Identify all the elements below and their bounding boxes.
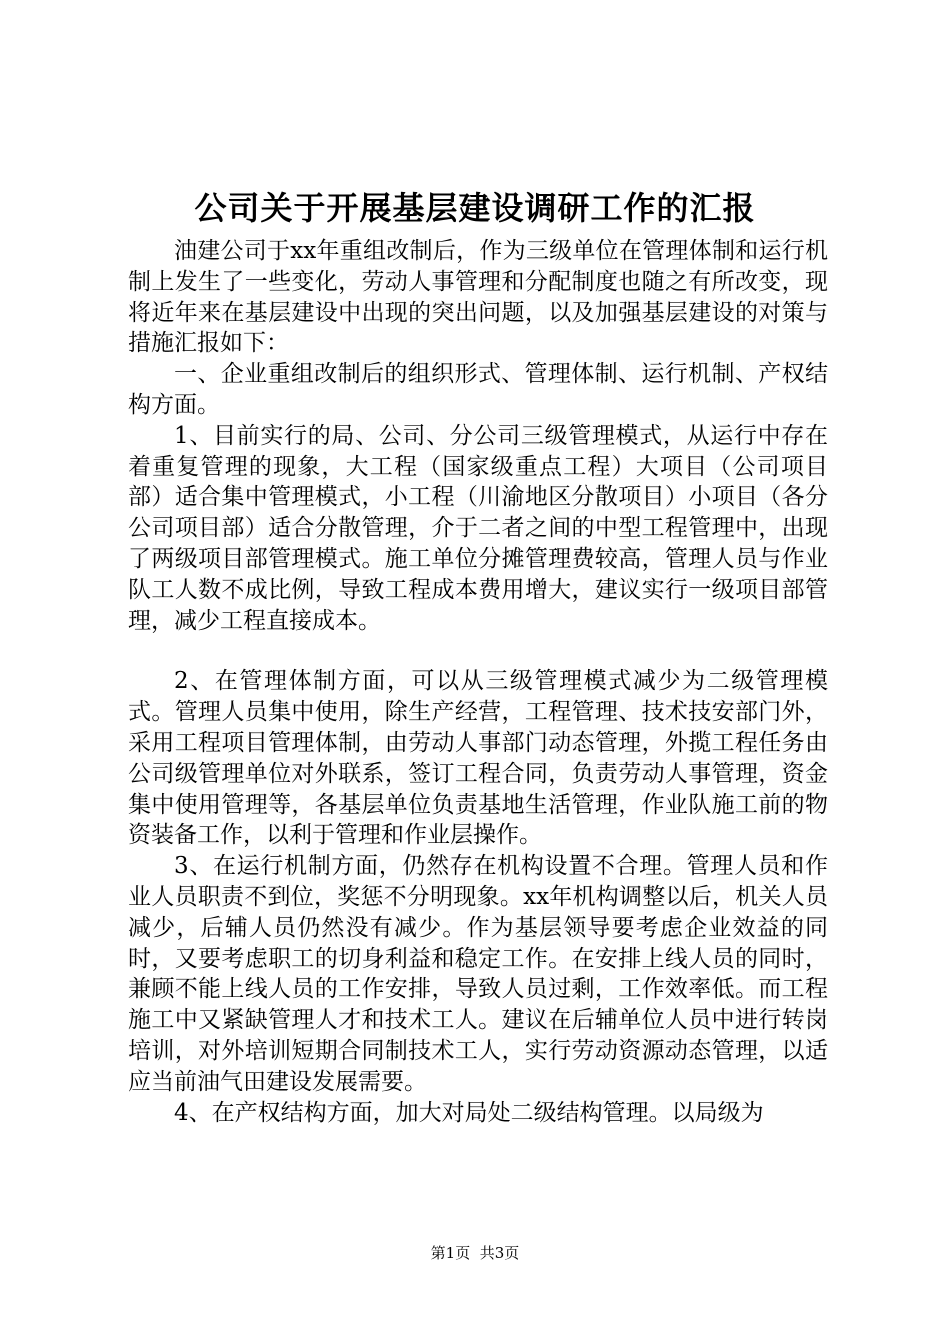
- paragraph-section-heading: 一、企业重组改制后的组织形式、管理体制、运行机制、产权结构方面。: [128, 361, 828, 418]
- paragraph-item-2: 2、在管理体制方面，可以从三级管理模式减少为二级管理模式。管理人员集中使用，除生产经营，工程管理、技术技安部门外，采用工程项目管理体制，由劳动人事部门动态管理，外揽工程任务由公司级管理单位对外联系，签订工程合同，负责劳动人事管理，资金集中使用管理等，各基层单位负责基地生活管理，作业队施工前的物资装备工作，以利于管理和作业层操作。: [128, 668, 828, 849]
- paragraph-item-4: 4、在产权结构方面，加大对局处二级结构管理。以局级为: [174, 1099, 764, 1126]
- paragraph-item-3: 3、在运行机制方面，仍然存在机构设置不合理。管理人员和作业人员职责不到位，奖惩不分明现象。xx年机构调整以后，机关人员减少，后辅人员仍然没有减少。作为基层领导要考虑企业效益的同时，又要考虑职工的切身利益和稳定工作。在安排上线人员的同时，兼顾不能上线人员的工作安排，导致人员过剩，工作效率低。而工程施工中又紧缺管理人才和技术工人。建议在后辅单位人员中进行转岗培训，对外培训短期合同制技术工人，实行劳动资源动态管理，以适应当前油气田建设发展需要。: [128, 853, 828, 1095]
- paragraph-intro: 油建公司于xx年重组改制后，作为三级单位在管理体制和运行机制上发生了一些变化，劳动人事管理和分配制度也随之有所改变，现将近年来在基层建设中出现的突出问题，以及加强基层建设的对策与措施汇报如下：: [128, 238, 828, 357]
- page-number: 第1页: [430, 1244, 471, 1262]
- document-body: [128, 236, 828, 1128]
- page-total: 共3页: [479, 1244, 520, 1262]
- document-title: 公司关于开展基层建设调研工作的汇报: [194, 189, 756, 227]
- paragraph-item-1: 1、目前实行的局、公司、分公司三级管理模式，从运行中存在着重复管理的现象，大工程（国家级重点工程）大项目（公司项目部）适合集中管理模式，小工程（川渝地区分散项目）小项目（各分公司项目部）适合分散管理，介于二者之间的中型工程管理中，出现了两级项目部管理模式。施工单位分摊管理费较高，管理人员与作业队工人数不成比例，导致工程成本费用增大，建议实行一级项目部管理，减少工程直接成本。: [128, 422, 828, 634]
- page-footer: [0, 1242, 950, 1264]
